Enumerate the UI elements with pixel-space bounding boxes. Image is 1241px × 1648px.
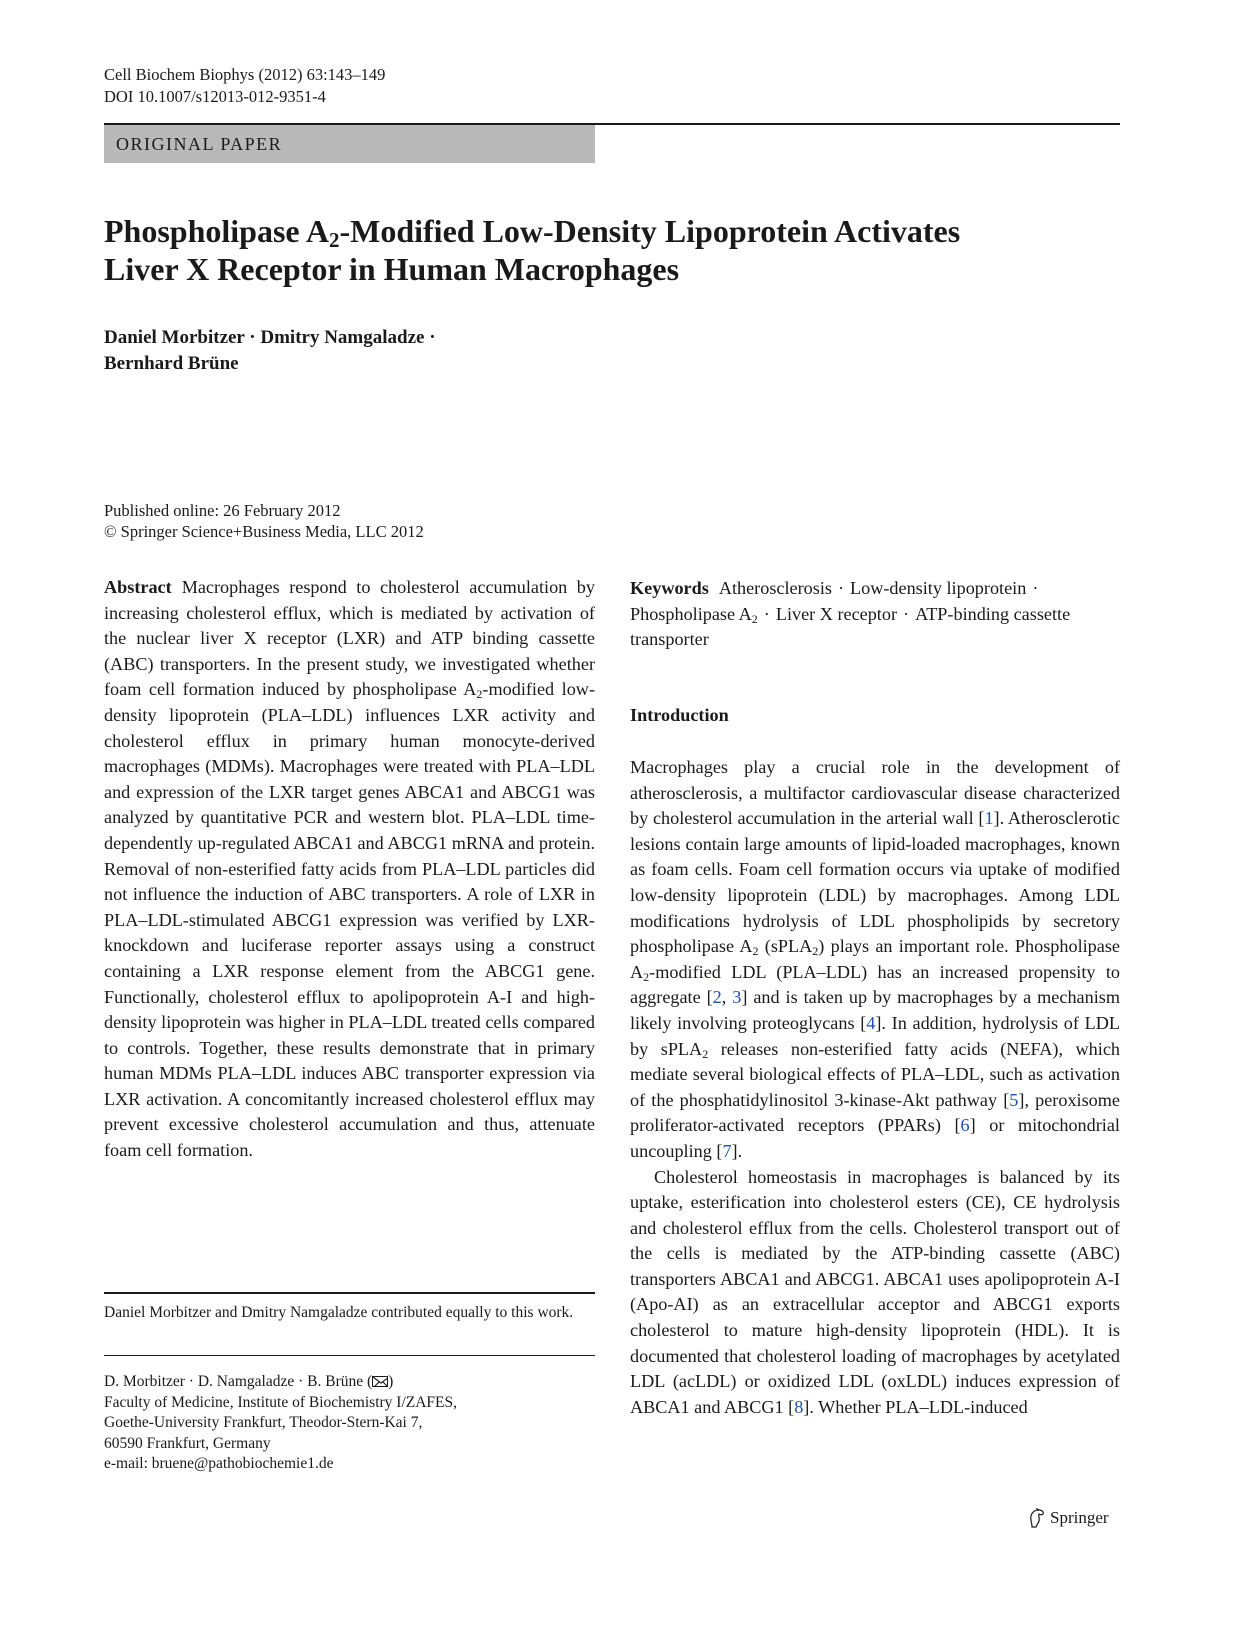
text: ) plays an important role. Phospholipase A bbox=[630, 936, 1120, 982]
paragraph bbox=[630, 1165, 1120, 1421]
paper-type-banner: ORIGINAL PAPER bbox=[104, 125, 595, 163]
text: ], peroxisome proliferator-activated receptors (PPARs) [ bbox=[630, 1089, 1120, 1136]
citation-link[interactable]: 4 bbox=[866, 1012, 876, 1033]
text: ] or mitochondrial uncoupling [ bbox=[630, 1115, 1120, 1161]
keyword-separator: · bbox=[763, 603, 770, 624]
text: -modified LDL (PLA–LDL) has an increased propensity to aggregate [ bbox=[630, 961, 1120, 1008]
introduction-body bbox=[630, 755, 1120, 1420]
email: e-mail: bruene@pathobiochemie1.de bbox=[104, 1455, 334, 1472]
title-subscript: 2 bbox=[328, 228, 340, 252]
text: Macrophages play a crucial role in the development of atherosclerosis, a multifactor cardiovascular disease characterized by cholesterol accumulation in the arterial wall [ bbox=[630, 757, 1120, 829]
footnote-rule bbox=[104, 1355, 595, 1356]
publisher-name: Springer bbox=[1050, 1508, 1109, 1527]
author-separator: · bbox=[244, 327, 261, 348]
paper-title bbox=[104, 212, 1104, 288]
text: releases non-esterified fatty acids (NEFA), which mediate several biological effects of PLA–LDL, such as activation of the phosphatidylinositol 3-kinase-Akt pathway [ bbox=[630, 1038, 1120, 1110]
subscript: 2 bbox=[702, 1046, 709, 1061]
author-separator: · bbox=[424, 327, 436, 348]
text: ) bbox=[388, 1373, 394, 1390]
abstract-text: -modified low-density lipoprotein (PLA–LDL) influences LXR activity and cholesterol efflux in primary human monocyte-derived macrophages (MDMs). Macrophages were treated with PLA–LDL and expression of the LXR target genes ABCA1 and ABCG1 was analyzed by quantitative PCR and western blot. PLA–LDL time-dependently up-regulated ABCA1 and ABCG1 mRNA and protein. Removal of non-esterified fatty acids from PLA–LDL particles did not influence the induction of ABC transporters. A role of LXR in PLA–LDL-stimulated ABCG1 expression was verified by LXR-knockdown and luciferase reporter assays using a construct containing a LXR response element from the ABCG1 gene. Functionally, cholesterol efflux to apolipoprotein A-I and high-density lipoprotein was higher in PLA–LDL treated cells compared to controls. Together, these results demonstrate that in primary human MDMs PLA–LDL induces ABC transporter expression via LXR activation. A concomitantly increased cholesterol efflux may prevent excessive cholesterol accumulation and thus, attenuate foam cell formation. bbox=[104, 679, 595, 1161]
footnote-rule bbox=[104, 1292, 595, 1294]
published-date: Published online: 26 February 2012 bbox=[104, 501, 341, 520]
journal-header bbox=[104, 64, 385, 108]
springer-horse-icon bbox=[1028, 1508, 1046, 1528]
citation-link[interactable]: 6 bbox=[960, 1115, 970, 1136]
text: (sPLA bbox=[758, 936, 813, 957]
author-name: Bernhard Brüne bbox=[104, 353, 239, 374]
copyright: © Springer Science+Business Media, LLC 2012 bbox=[104, 522, 424, 541]
keyword: Liver X receptor bbox=[775, 603, 898, 624]
envelope-icon bbox=[372, 1376, 388, 1387]
keyword-separator: · bbox=[903, 603, 910, 624]
affiliation-line: Faculty of Medicine, Institute of Biochemistry I/ZAFES, bbox=[104, 1393, 458, 1411]
text: ]. Atherosclerotic lesions contain large amounts of lipid-loaded macrophages, known as foam cells. Foam cell formation occurs via uptake of modified low-density lipoprotein (LDL) by macrophages. Among LDL modifications hydrolysis of LDL phospholipids by secretory phospholipase A bbox=[630, 808, 1120, 957]
subscript: 2 bbox=[752, 944, 759, 959]
text: ]. Whether PLA–LDL-induced bbox=[803, 1396, 1028, 1417]
affiliation-line: 60590 Frankfurt, Germany bbox=[104, 1434, 271, 1452]
paragraph bbox=[630, 755, 1120, 1165]
citation-link[interactable]: 5 bbox=[1009, 1089, 1019, 1110]
affiliation-line: Goethe-University Frankfurt, Theodor-Stern-Kai 7, bbox=[104, 1414, 423, 1431]
abstract-label: Abstract bbox=[104, 577, 172, 597]
text: ] and is taken up by macrophages by a mechanism likely involving proteoglycans [ bbox=[630, 987, 1120, 1033]
doi: DOI 10.1007/s12013-012-9351-4 bbox=[104, 87, 326, 106]
author-list bbox=[104, 325, 436, 377]
text: ]. In addition, hydrolysis of LDL by sPLA bbox=[630, 1012, 1121, 1059]
abstract bbox=[104, 575, 595, 1164]
subscript: 2 bbox=[751, 611, 758, 626]
keyword-separator: · bbox=[837, 578, 845, 598]
abstract-text: Macrophages respond to cholesterol accumulation by increasing cholesterol efflux, which is mediated by activation of the nuclear liver X receptor (LXR) and ATP binding cassette (ABC) transporters. In the present study, we investigated whether foam cell formation induced by phospholipase A bbox=[104, 577, 595, 700]
subscript: 2 bbox=[476, 687, 483, 702]
keyword-text: Phospholipase A bbox=[630, 603, 752, 624]
title-part: -Modified Low-Density Lipoprotein Activates bbox=[339, 213, 961, 249]
author-name: Dmitry Namgaladze bbox=[260, 327, 425, 348]
subscript: 2 bbox=[643, 969, 650, 984]
keyword-separator: · bbox=[1032, 578, 1039, 598]
keywords-label: Keywords bbox=[630, 578, 709, 598]
keyword: Low-density lipoprotein bbox=[850, 578, 1027, 598]
citation-link[interactable]: 3 bbox=[732, 987, 742, 1008]
keyword: ATP-binding cassette transporter bbox=[630, 603, 1071, 650]
subscript: 2 bbox=[812, 944, 819, 959]
publication-info bbox=[104, 500, 424, 542]
text: , bbox=[721, 987, 733, 1008]
text: ]. bbox=[731, 1140, 743, 1161]
citation-link[interactable]: 2 bbox=[712, 987, 722, 1008]
publisher-logo bbox=[1028, 1508, 1109, 1528]
keyword bbox=[630, 604, 758, 624]
title-line-2: Liver X Receptor in Human Macrophages bbox=[104, 251, 680, 287]
keyword: Atherosclerosis bbox=[718, 578, 832, 598]
contribution-note: Daniel Morbitzer and Dmitry Namgaladze contributed equally to this work. bbox=[104, 1304, 574, 1321]
citation-link[interactable]: 1 bbox=[984, 808, 994, 829]
author-name: Daniel Morbitzer bbox=[104, 327, 245, 348]
correspondence-authors bbox=[104, 1372, 457, 1393]
journal-citation: Cell Biochem Biophys (2012) 63:143–149 bbox=[104, 65, 386, 84]
citation-link[interactable]: 7 bbox=[722, 1140, 732, 1161]
keywords bbox=[630, 576, 1120, 653]
title-part: Phospholipase A bbox=[104, 213, 329, 249]
citation-link[interactable]: 8 bbox=[794, 1396, 804, 1417]
text: Cholesterol homeostasis in macrophages is balanced by its uptake, esterification into cholesterol esters (CE), CE hydrolysis and cholesterol efflux from the cells. Cholesterol transport out of the cells is mediated by the ATP-binding cassette (ABC) transporters ABCA1 and ABCG1. ABCA1 uses apolipoprotein A-I (Apo-AI) as an extracellular acceptor and ABCG1 exports cholesterol to mature high-density lipoprotein (HDL). It is documented that cholesterol loading of macrophages by acetylated LDL (acLDL) or oxidized LDL (oxLDL) induces expression of ABCA1 and ABCG1 [ bbox=[630, 1166, 1120, 1417]
text: D. Morbitzer · D. Namgaladze · B. Brüne ( bbox=[104, 1373, 373, 1390]
correspondence bbox=[104, 1372, 457, 1475]
section-heading-introduction: Introduction bbox=[630, 705, 729, 725]
